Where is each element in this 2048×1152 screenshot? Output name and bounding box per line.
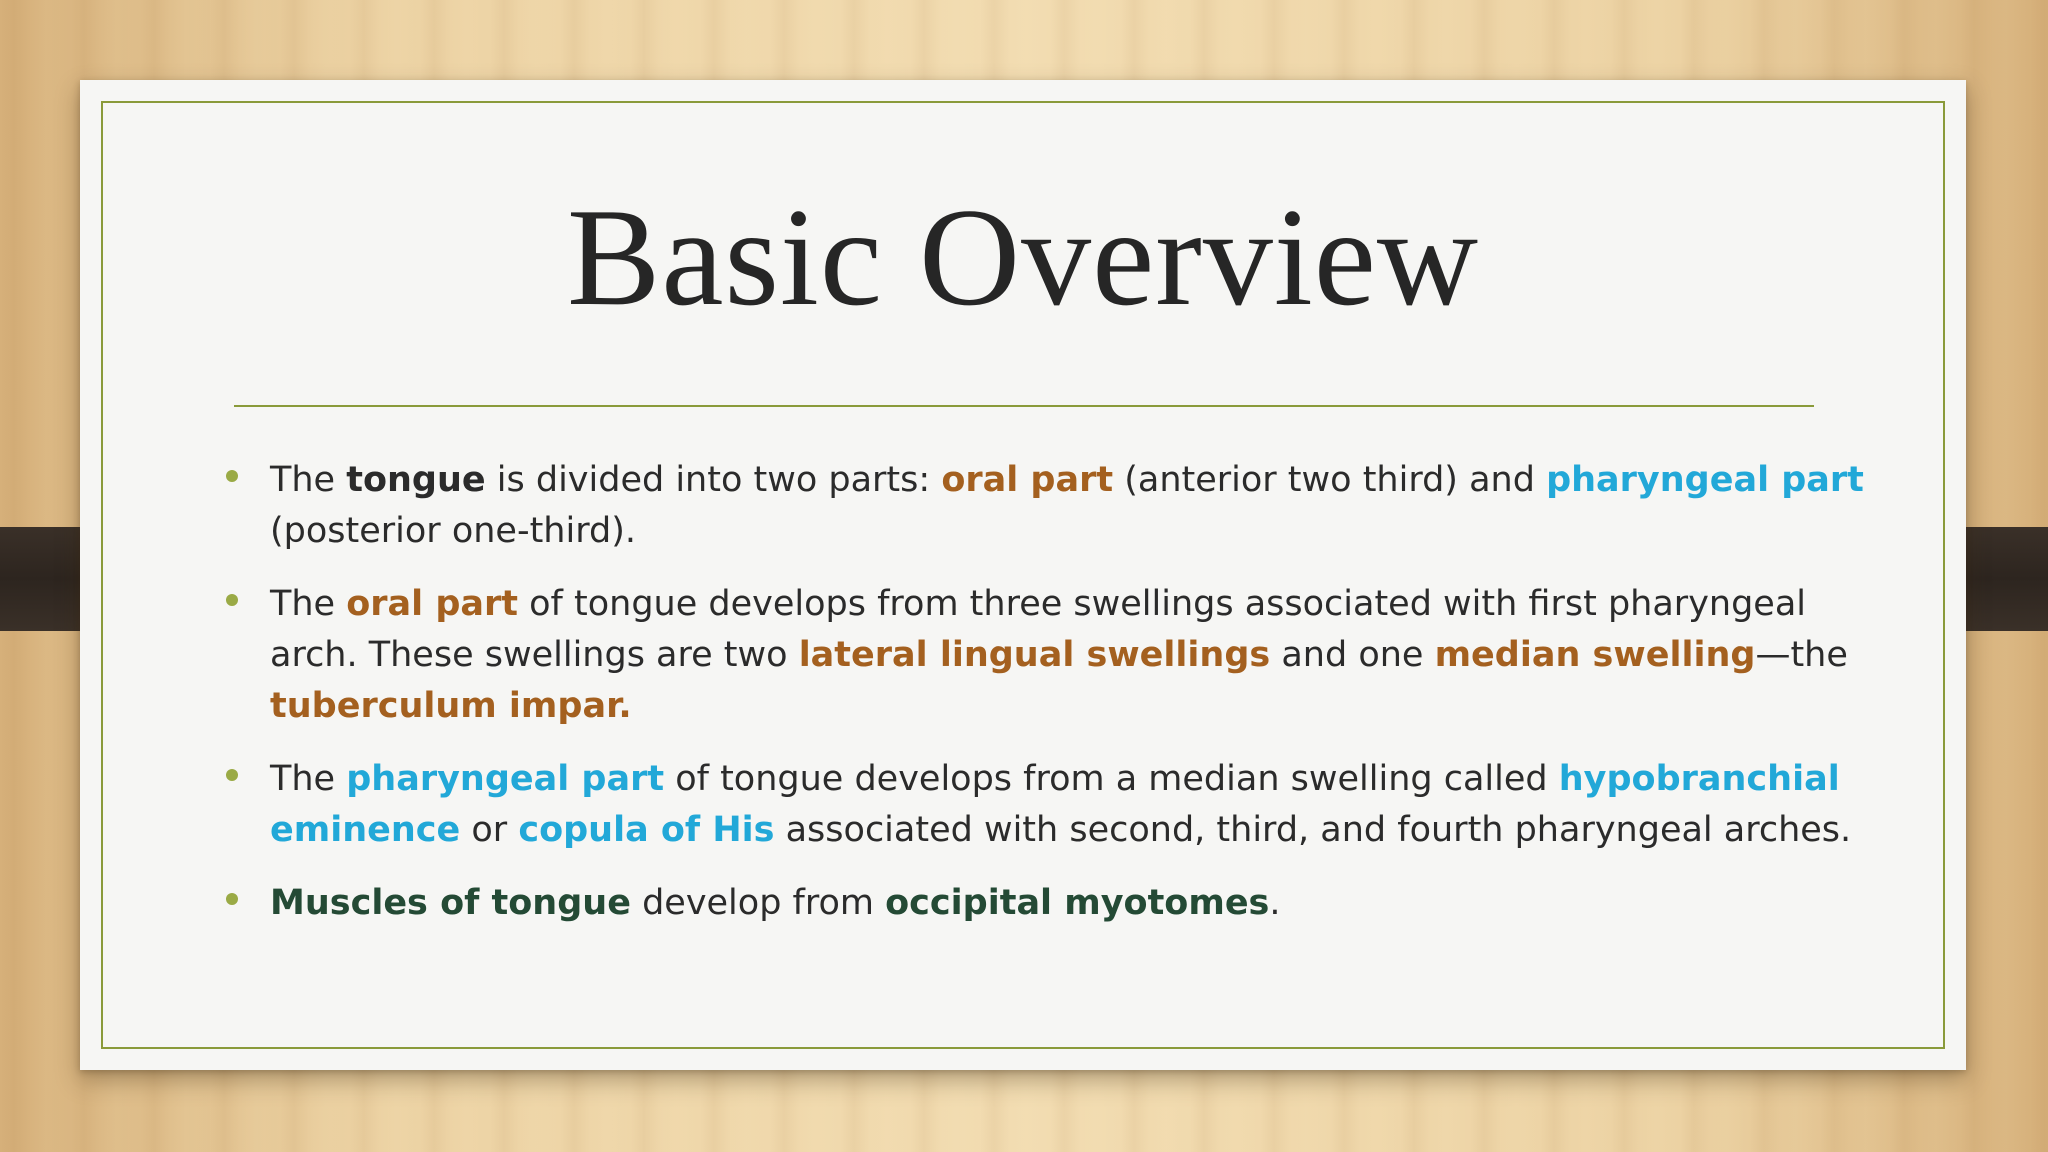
text-segment: The	[270, 759, 347, 799]
text-segment: .	[1269, 883, 1281, 923]
title-divider	[234, 405, 1814, 407]
text-segment: The	[270, 460, 347, 500]
bullet-dot-icon	[226, 594, 238, 606]
text-segment: and one	[1270, 635, 1435, 675]
keyword-muscles-of-tongue: Muscles of tongue	[270, 883, 631, 923]
bullet-dot-icon	[226, 470, 238, 482]
text-segment: associated with second, third, and fourth pharyngeal arches.	[774, 810, 1852, 850]
slide-card	[80, 80, 1966, 1070]
keyword-tuberculum-impar: tuberculum impar.	[270, 686, 632, 726]
slide-title: Basic Overview	[566, 180, 1480, 335]
text-segment: of tongue develops from three swellings associated with first pharyngeal arch. These swellings are two	[270, 584, 1807, 675]
keyword-oral-part: oral part	[346, 584, 519, 624]
bullet-dot-icon	[226, 769, 238, 781]
bullet-item	[270, 455, 1900, 557]
bullet-item	[270, 579, 1900, 732]
text-segment: is divided into two parts:	[485, 460, 942, 500]
keyword-occipital-myotomes: occipital myotomes	[885, 883, 1270, 923]
keyword-hypobranchial-eminence: hypobranchial eminence	[270, 759, 1840, 850]
keyword-tongue: tongue	[346, 460, 486, 500]
text-segment: of tongue develops from a median swelling called	[664, 759, 1559, 799]
keyword-oral-part: oral part	[941, 460, 1114, 500]
keyword-copula-of-his: copula of His	[518, 810, 775, 850]
text-segment: (posterior one-third).	[270, 511, 636, 551]
bullet-list	[270, 455, 1900, 951]
keyword-pharyngeal-part: pharyngeal part	[346, 759, 665, 799]
keyword-median-swelling: median swelling	[1434, 635, 1756, 675]
text-segment: develop from	[630, 883, 886, 923]
text-segment: (anterior two third) and	[1113, 460, 1547, 500]
bullet-dot-icon	[226, 893, 238, 905]
bullet-item	[270, 754, 1900, 856]
keyword-lateral-lingual-swellings: lateral lingual swellings	[798, 635, 1271, 675]
text-segment: The	[270, 584, 347, 624]
text-segment: or	[460, 810, 519, 850]
text-segment: —the	[1755, 635, 1848, 675]
bullet-item	[270, 878, 1900, 929]
keyword-pharyngeal-part: pharyngeal part	[1546, 460, 1864, 500]
